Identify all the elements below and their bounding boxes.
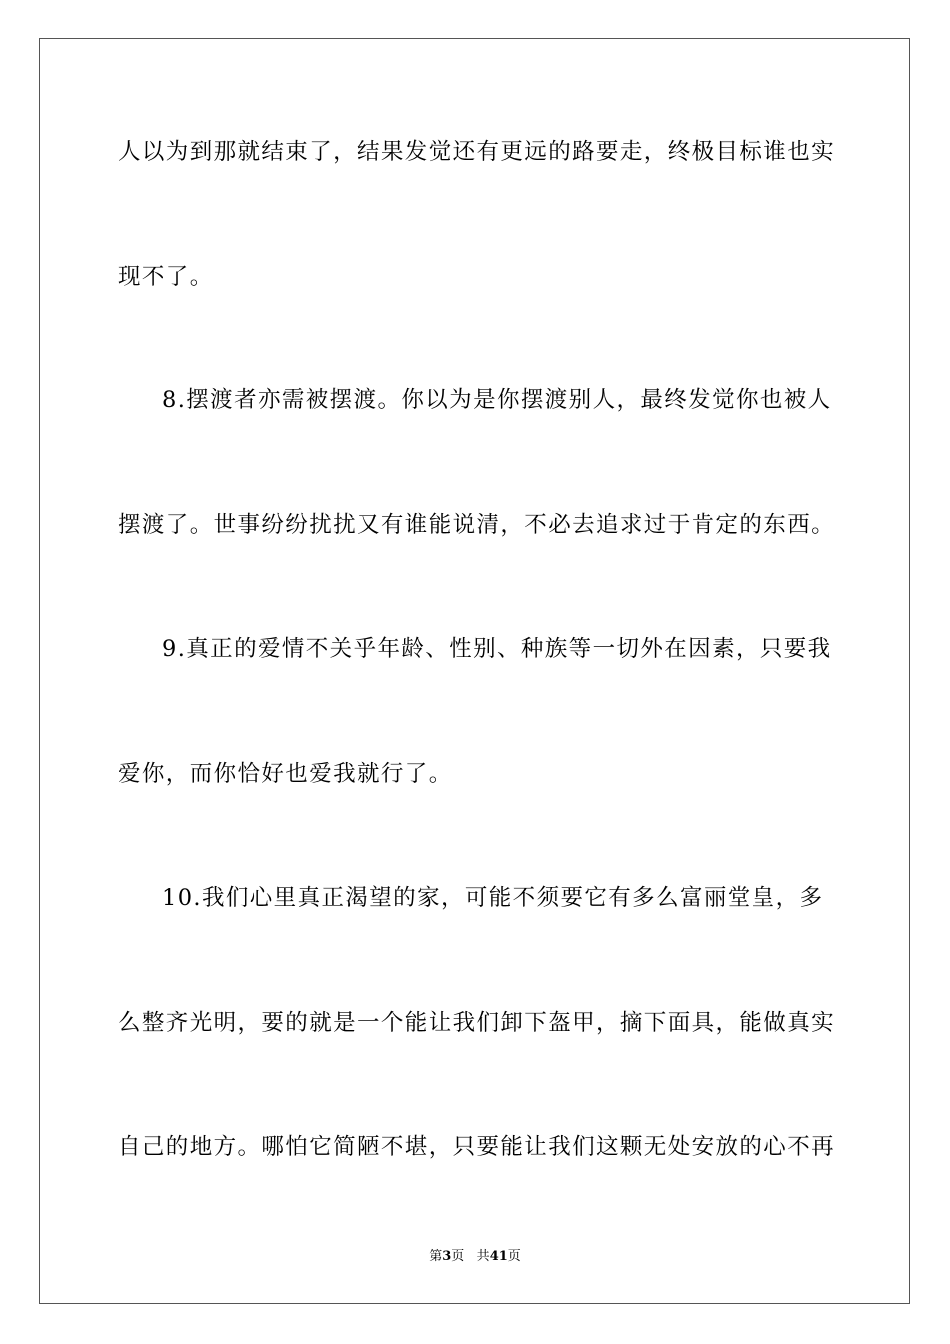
text-line-6: 爱你，而你恰好也爱我就行了。 xyxy=(118,761,453,787)
text-line-2: 现不了。 xyxy=(118,264,214,290)
text-line-9: 自己的地方。哪怕它简陋不堪，只要能让我们这颗无处安放的心不再 xyxy=(118,1134,836,1160)
footer-page-number: 3 xyxy=(442,1249,452,1264)
text-line-1: 人以为到那就结束了，结果发觉还有更远的路要走，终极目标谁也实 xyxy=(118,139,836,165)
footer-page-prefix: 第 xyxy=(429,1249,443,1264)
text-line-8: 么整齐光明，要的就是一个能让我们卸下盔甲，摘下面具，能做真实 xyxy=(118,1010,836,1036)
footer-total-suffix: 页 xyxy=(507,1249,521,1264)
text-line-5: 9.真正的爱情不关乎年龄、性别、种族等一切外在因素，只要我 xyxy=(162,636,832,662)
footer-total-pages: 41 xyxy=(489,1249,508,1264)
text-line-7: 10.我们心里真正渴望的家，可能不须要它有多么富丽堂皇，多 xyxy=(162,885,824,911)
page-footer xyxy=(0,1248,950,1266)
text-line-3: 8.摆渡者亦需被摆渡。你以为是你摆渡别人，最终发觉你也被人 xyxy=(162,387,832,413)
page-border xyxy=(39,38,910,1304)
text-line-4: 摆渡了。世事纷纷扰扰又有谁能说清，不必去追求过于肯定的东西。 xyxy=(118,512,836,538)
footer-total-prefix: 共 xyxy=(476,1249,490,1264)
footer-page-suffix: 页 xyxy=(451,1249,465,1264)
